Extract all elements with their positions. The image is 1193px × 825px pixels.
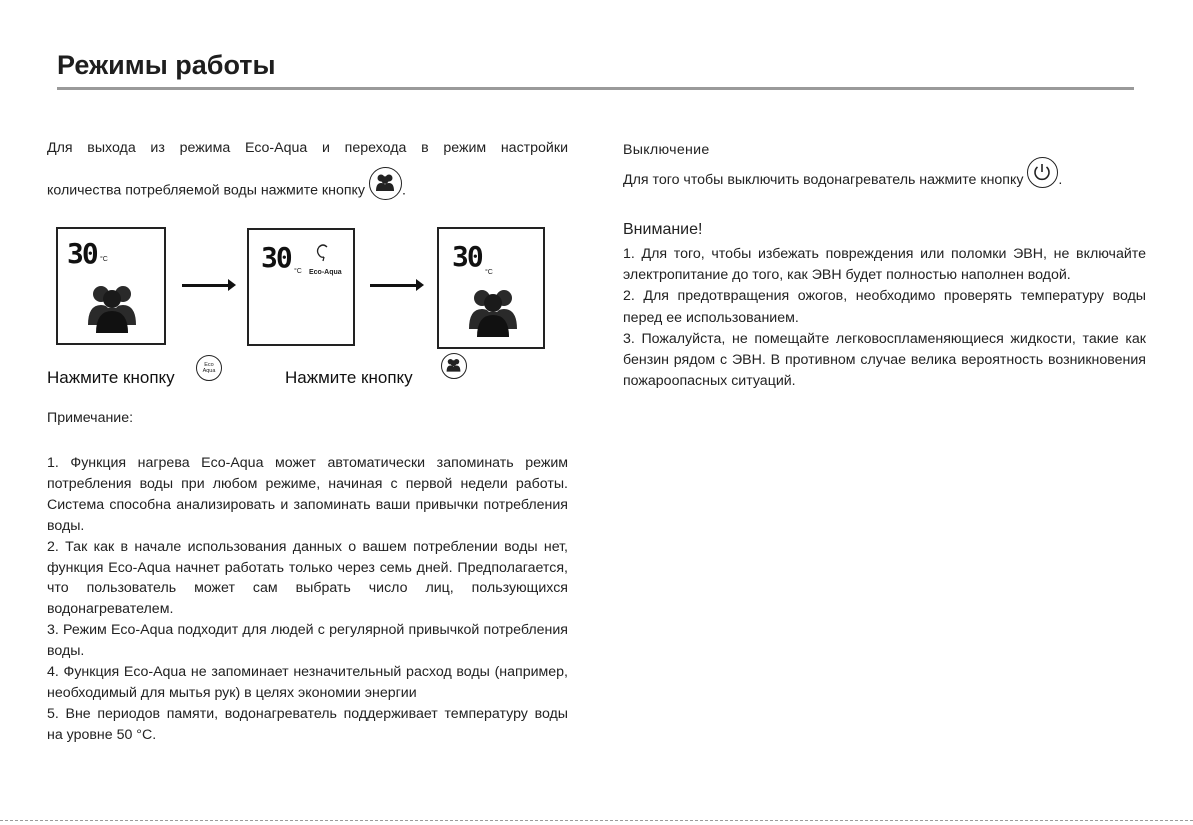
- note-item: 3. Режим Eco-Aqua подходит для людей с регулярной привычкой потребления воды.: [47, 622, 568, 660]
- people-button-icon: [441, 353, 467, 379]
- press-eco-aqua-caption: [47, 368, 175, 388]
- arrow-2: [370, 284, 418, 287]
- warning-title: Внимание!: [623, 221, 703, 238]
- display-panel-1: [56, 227, 166, 345]
- warning-item: 3. Пожалуйста, не помещайте легковоспламеняющиеся жидкости, такие как бензин рядом с ЭВН. В противном случае велика вероятность возникновения пожароопасных ситуаций.: [623, 330, 1146, 390]
- panel-1-unit: °C: [100, 256, 108, 263]
- page-title: Режимы работы: [57, 50, 276, 80]
- intro-line-2-text: количества потребляемой воды нажмите кнопку: [47, 182, 365, 199]
- note-item: 5. Вне периодов памяти, водонагреватель поддерживает температуру воды на уровне 50 °C.: [47, 705, 568, 743]
- people-icon: [467, 285, 519, 337]
- display-panel-3: [437, 227, 545, 349]
- press-eco-aqua-text: Нажмите кнопку: [47, 368, 175, 387]
- note-item: 1. Функция нагрева Eco-Aqua может автоматически запоминать режим потребления воды при любом режиме, начиная с первой недели работы. Система способна анализировать и запоминать ваши привычки потребления воды.: [47, 455, 568, 534]
- panel-2-mode-label: Eco-Aqua: [309, 269, 342, 276]
- power-button-icon: [1027, 157, 1058, 188]
- press-people-text: Нажмите кнопку: [285, 368, 413, 387]
- note-item: 4. Функция Eco-Aqua не запоминает незначительный расход воды (например, необходимый для мытья рук) в целях экономии энергии: [47, 664, 568, 701]
- arrow-1: [182, 284, 230, 287]
- intro-line-2: [47, 181, 406, 200]
- power-off-heading: Выключение: [623, 142, 710, 158]
- power-off-text: [623, 172, 1062, 188]
- display-panel-2: [247, 228, 355, 346]
- panel-2-temperature: 30: [261, 241, 291, 274]
- title-divider: [57, 87, 1134, 90]
- warning-item: 2. Для предотвращения ожогов, необходимо проверять температуру воды перед ее использованием.: [623, 288, 1146, 326]
- eco-aqua-symbol-icon: [315, 243, 331, 263]
- note-title: Примечание:: [47, 410, 134, 426]
- press-people-caption: [285, 368, 413, 388]
- people-icon: [86, 281, 138, 333]
- people-button-icon: [369, 167, 402, 200]
- intro-line-2-end: .: [401, 182, 406, 199]
- note-item: 2. Так как в начале использования данных о вашем потреблении воды нет, функция Eco-Aqua начнет работать только через семь дней. Предполагается, что пользователь может сам выбрать число лиц, пользующихся водонагревателем.: [47, 538, 568, 618]
- intro-line-1: Для выхода из режима Eco-Aqua и перехода в режим настройки: [47, 140, 568, 156]
- page-bottom-border: [0, 820, 1193, 821]
- eco-aqua-button-icon: [196, 355, 222, 381]
- warning-item: 1. Для того, чтобы избежать повреждения или поломки ЭВН, не включайте электропитание до того, как ЭВН будет полностью наполнен водой.: [623, 246, 1146, 284]
- panel-3-unit: °C: [485, 269, 493, 276]
- power-off-end: .: [1058, 172, 1063, 188]
- panel-3-temperature: 30: [452, 240, 482, 273]
- panel-2-unit: °C: [294, 268, 302, 275]
- power-off-instruction: Для того чтобы выключить водонагреватель нажмите кнопку: [623, 172, 1024, 188]
- notes-list: [47, 453, 568, 746]
- panel-1-temperature: 30: [67, 237, 97, 270]
- eco-aqua-button-label: Eco Aqua: [202, 362, 216, 374]
- warnings-list: [623, 244, 1146, 392]
